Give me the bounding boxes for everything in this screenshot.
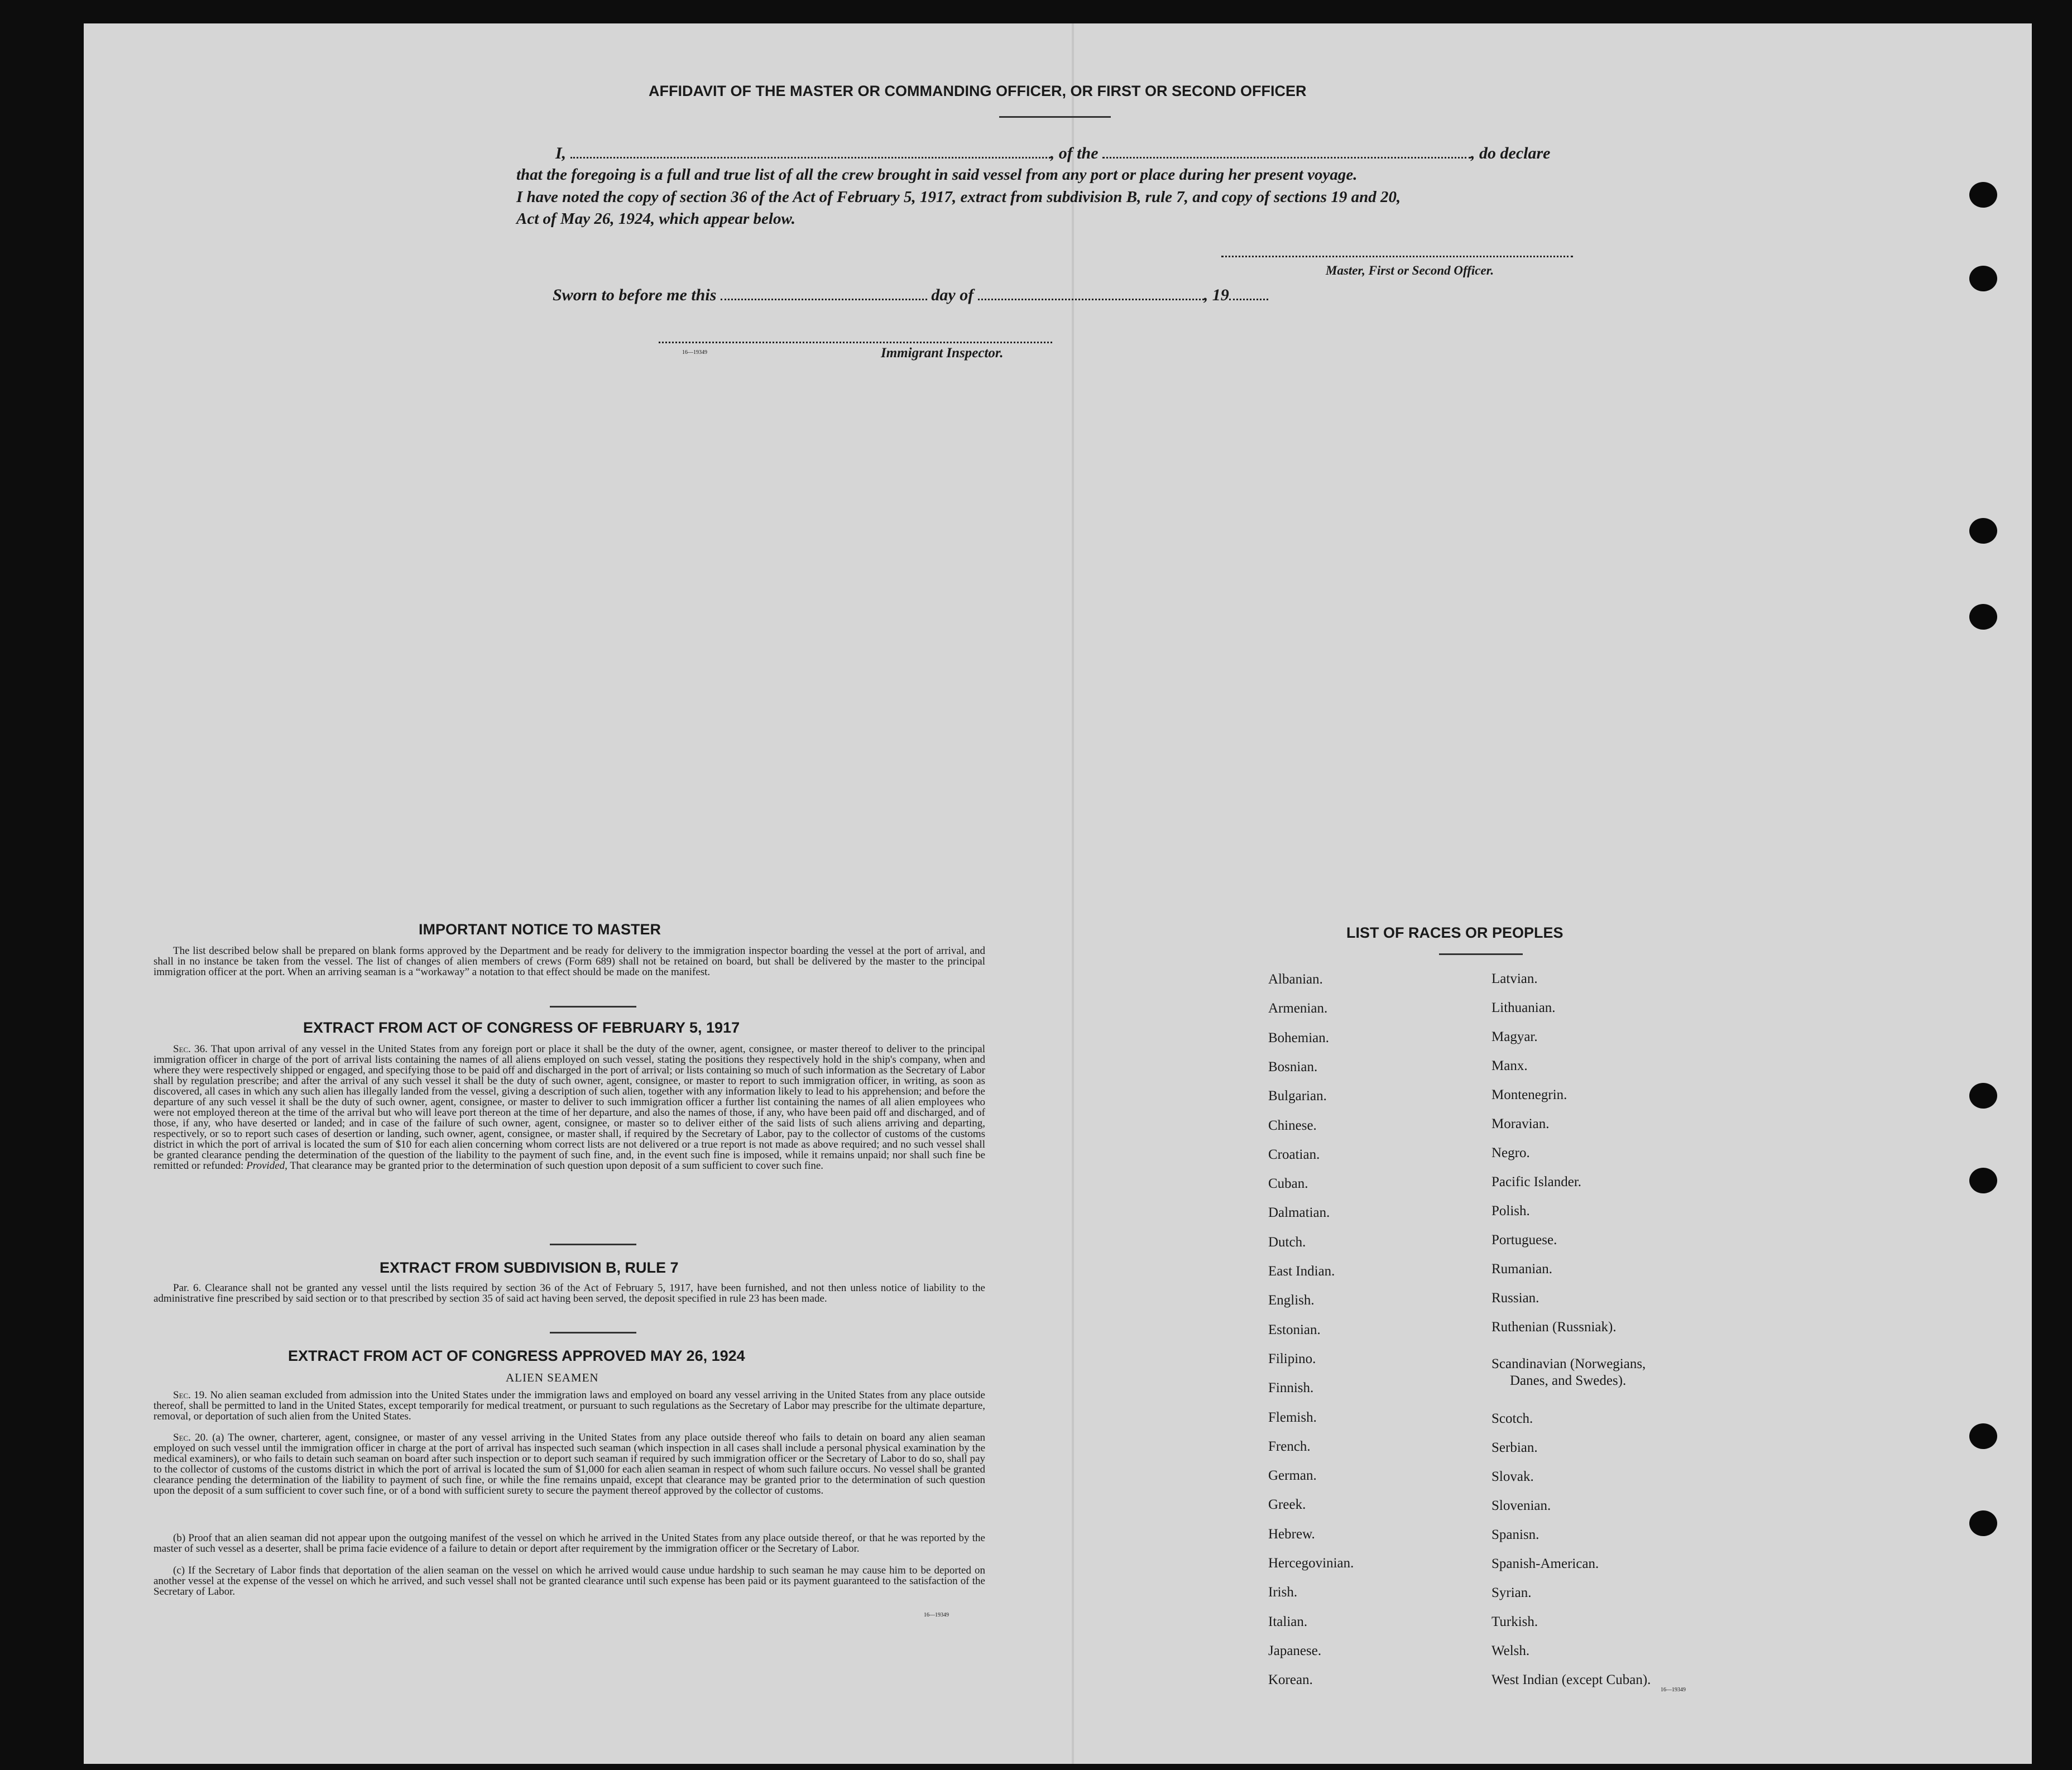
race-item: Japanese. bbox=[1268, 1643, 1322, 1658]
race-item: Rumanian. bbox=[1491, 1261, 1553, 1277]
race-item: Cuban. bbox=[1268, 1176, 1308, 1192]
section-19 bbox=[154, 1390, 985, 1422]
race-item: Hercegovinian. bbox=[1268, 1556, 1354, 1571]
signature-line[interactable] bbox=[1221, 256, 1573, 257]
affidavit-line3: I have noted the copy of section 36 of the Act of February 5, 1917, extract from subdivision B, rule 7, and copy of sections 19 and 20, bbox=[516, 188, 1401, 206]
vessel-name-field[interactable] bbox=[1102, 156, 1471, 159]
sworn-line bbox=[553, 286, 1268, 305]
alien-seamen-subtitle: ALIEN SEAMEN bbox=[506, 1371, 599, 1384]
race-item: Syrian. bbox=[1491, 1585, 1532, 1600]
race-item: Danes, and Swedes). bbox=[1510, 1373, 1627, 1388]
race-item: Portuguese. bbox=[1491, 1232, 1557, 1248]
extract-rule7-title: EXTRACT FROM SUBDIVISION B, RULE 7 bbox=[380, 1259, 679, 1276]
race-item: French. bbox=[1268, 1438, 1311, 1454]
race-item: Turkish. bbox=[1491, 1614, 1538, 1629]
race-item: Pacific Islander. bbox=[1491, 1174, 1582, 1189]
notice-title: IMPORTANT NOTICE TO MASTER bbox=[419, 921, 661, 938]
sworn-label: Sworn to before me this bbox=[553, 286, 717, 304]
form-number: 16—19349 bbox=[1661, 1687, 1686, 1693]
punch-hole bbox=[1969, 1510, 1997, 1536]
divider bbox=[550, 1332, 636, 1334]
proviso-text: That clearance may be granted prior to the determination of such question upon deposit of a sum sufficient to cover such fine. bbox=[290, 1160, 823, 1172]
race-item: Welsh. bbox=[1491, 1643, 1530, 1658]
race-item: Korean. bbox=[1268, 1672, 1313, 1688]
race-item: Polish. bbox=[1491, 1203, 1530, 1219]
race-item: Dalmatian. bbox=[1268, 1205, 1330, 1221]
sworn-day-field[interactable] bbox=[721, 298, 927, 300]
day-of-label: day of bbox=[931, 286, 974, 304]
extract-rule7-body: Par. 6. Clearance shall not be granted any vessel until the lists required by section 36 of the Act of February 5, 1917, have been furnished, and not then unless notice of liability to the administrative fine prescribed by said section or to that prescribed by section 35 of said act having been served, the deposit specified in rule 23 has been made. bbox=[154, 1282, 985, 1304]
race-item: Dutch. bbox=[1268, 1234, 1306, 1250]
center-fold bbox=[1072, 23, 1074, 1764]
section-36-text: That upon arrival of any vessel in the United States from any foreign port or place it shall be the duty of the owner, agent, consignee, or master thereof to deliver to the principal immigration officer in charge of the port of arrival lists containing the names of all aliens employed on such vessel, stating the positions they respectively hold in the ship's company, when and where they were respectively shipped or engaged, and specifying those to be paid off and discharged in the port of arrival; or lists containing so much of such information as the Secretary of Labor shall by regulation prescribe; and after the arrival of any such vessel it shall be the duty of such owner, agent, consignee, or master to report to such immigration officer, in writing, as soon as discovered, all cases in which any such alien has illegally landed from the vessel, giving a description of such alien, together with any information likely to lead to his apprehension; and before the departure of any such vessel it shall be the duty of such owner, agent, consignee, or master to deliver to such immigration officer a further list containing the names of all alien employees who were not employed thereon at the time of the arrival but who will leave port thereon at the time of her departure, and also the names of those, if any, who have been paid off and discharged, and of those, if any, who have deserted or landed; and in case of the failure of such owner, agent, consignee, or master so to deliver either of the said lists of such aliens arriving and departing, respectively, or so to report such cases of desertion or landing, such owner, agent, consignee, or master shall, if required by the Secretary of Labor, pay to the collector of customs of the customs district in which the port of arrival is located the sum of $10 for each alien concerning whom correct lists are not delivered or a true report is not made as above required; and no such vessel shall be granted clearance pending the determination of the question of the liability to the payment of such fine, and, in the event such fine is imposed, while it remains unpaid; nor shall such fine be remitted or refunded: bbox=[154, 1043, 985, 1172]
race-item: Latvian. bbox=[1491, 971, 1538, 986]
punch-hole bbox=[1969, 1423, 1997, 1449]
race-item: Greek. bbox=[1268, 1497, 1306, 1513]
section-20a-text: (a) The owner, charterer, agent, consignee, or master of any vessel arriving in the United States from any place outside thereof who fails to detain on board any alien seaman employed on such vessel until the immigration officer in charge at the port of arrival has inspected such seaman (which inspection in all cases shall include a personal physical examination by the medical examiners), or who fails to detain such seaman on board after such inspection or to deport such seaman if required by such immigration officer or the Secretary of Labor to do so, shall pay to the collector of customs of the customs district in which the port of arrival is located the sum of $1,000 for each alien seaman in respect of whom such failure occurs. No vessel shall be granted clearance pending the determination of the liability to payment of such fine, or while the fine remains unpaid, except that clearance may be granted prior to the determination of such question upon the deposit of a sum sufficient to cover such fine, or of a bond with sufficient surety to secure the payment thereof approved by the collector of customs. bbox=[154, 1432, 985, 1496]
inspector-signature-line[interactable] bbox=[659, 342, 1052, 343]
race-item: Bosnian. bbox=[1268, 1059, 1318, 1075]
section-20b: (b) Proof that an alien seaman did not appear upon the outgoing manifest of the vessel on which he arrived in the United States from any place outside thereof, or that he was reported by the master of such vessel as a deserter, shall be prima facie evidence of a failure to detain or deport after requirement by the immigration officer or the Secretary of Labor. bbox=[154, 1532, 985, 1555]
notice-body: The list described below shall be prepared on blank forms approved by the Department and be ready for delivery to the immigration inspector boarding the vessel at the port of arrival, and shall in no instance be taken from the vessel. The list of changes of alien members of crews (Form 689) shall not be retained on board, but shall be delivered by the master to the principal immigration officer at the port. When an arriving seaman is a “workaway” a notation to that effect should be made on the manifest. bbox=[154, 945, 985, 978]
year-label: , 19 bbox=[1203, 286, 1229, 304]
race-item: Manx. bbox=[1491, 1058, 1528, 1073]
race-item: Moravian. bbox=[1491, 1116, 1550, 1131]
race-item: Ruthenian (Russniak). bbox=[1491, 1320, 1617, 1335]
inspector-label: Immigrant Inspector. bbox=[881, 346, 1004, 361]
punch-hole bbox=[1969, 182, 1997, 208]
affidavit-title: AFFIDAVIT OF THE MASTER OR COMMANDING OFFICER, OR FIRST OR SECOND OFFICER bbox=[649, 83, 1307, 99]
affidavit-line1 bbox=[555, 144, 1550, 163]
punch-hole bbox=[1969, 1083, 1997, 1109]
races-title-underline bbox=[1439, 953, 1523, 955]
sworn-month-field[interactable] bbox=[978, 298, 1204, 300]
section-label: Sec. 20. bbox=[173, 1432, 208, 1443]
race-item: Montenegrin. bbox=[1491, 1087, 1567, 1102]
declarant-label: I, bbox=[555, 144, 567, 162]
form-sheet bbox=[84, 23, 2032, 1764]
race-item: Spanish-American. bbox=[1491, 1556, 1599, 1571]
form-number: 16—19349 bbox=[924, 1612, 949, 1618]
race-item: Estonian. bbox=[1268, 1322, 1321, 1337]
declarant-name-field[interactable] bbox=[570, 156, 1051, 159]
race-item: Italian. bbox=[1268, 1614, 1308, 1629]
title-underline bbox=[999, 116, 1111, 118]
race-item: Slovak. bbox=[1491, 1469, 1534, 1484]
race-item: Chinese. bbox=[1268, 1117, 1317, 1133]
race-item: Finnish. bbox=[1268, 1380, 1314, 1396]
divider bbox=[550, 1244, 636, 1245]
signature-label: Master, First or Second Officer. bbox=[1326, 263, 1494, 277]
affidavit-line2: that the foregoing is a full and true list of all the crew brought in said vessel from any port or place during her present voyage. bbox=[516, 166, 1358, 184]
do-declare-label: , do declare bbox=[1471, 144, 1551, 162]
race-item: Bohemian. bbox=[1268, 1030, 1330, 1045]
race-item: Lithuanian. bbox=[1491, 1000, 1556, 1015]
race-item: Filipino. bbox=[1268, 1351, 1316, 1366]
divider bbox=[550, 1006, 636, 1008]
section-label: Sec. 36. bbox=[173, 1043, 208, 1055]
section-20c: (c) If the Secretary of Labor finds that deportation of the alien seaman on the vessel on which he arrived would cause undue hardship to such seaman he may cause him to be deported on another vessel at the expense of the vessel on which he arrived, and such vessel shall not be granted clearance until such expense has been paid or its payment guaranteed to the satisfaction of the Secretary of Labor. bbox=[154, 1565, 985, 1598]
section-label: Sec. 19. bbox=[173, 1389, 208, 1401]
race-item: East Indian. bbox=[1268, 1264, 1335, 1279]
punch-hole bbox=[1969, 1168, 1997, 1193]
section-19-text: No alien seaman excluded from admission into the United States under the immigration laws and employed on board any vessel arriving in the United States from any place outside thereof, shall be permitted to land in the United States, except temporarily for medical treatment, or pursuant to such regulations as the Secretary of Labor may prescribe for the ultimate departure, removal, or deportation of such alien from the United States. bbox=[154, 1389, 985, 1422]
race-item: Spanisn. bbox=[1491, 1527, 1539, 1542]
race-item: Bulgarian. bbox=[1268, 1088, 1327, 1104]
race-item: Serbian. bbox=[1491, 1440, 1538, 1455]
race-item: Slovenian. bbox=[1491, 1498, 1551, 1513]
race-item: Scandinavian (Norwegians, bbox=[1491, 1356, 1646, 1371]
punch-hole bbox=[1969, 266, 1997, 291]
race-item: English. bbox=[1268, 1293, 1315, 1308]
race-item: Negro. bbox=[1491, 1145, 1530, 1160]
of-the-label: , of the bbox=[1050, 144, 1099, 162]
race-item: Croatian. bbox=[1268, 1147, 1320, 1162]
race-item: Flemish. bbox=[1268, 1409, 1317, 1425]
race-item: Scotch. bbox=[1491, 1411, 1533, 1426]
proviso-word: Provided, bbox=[246, 1160, 287, 1172]
affidavit-line4: Act of May 26, 1924, which appear below. bbox=[516, 210, 795, 228]
race-item: Albanian. bbox=[1268, 972, 1323, 987]
race-item: Russian. bbox=[1491, 1291, 1539, 1306]
extract-1917-body bbox=[154, 1044, 985, 1171]
race-item: Armenian. bbox=[1268, 1001, 1328, 1016]
race-item: West Indian (except Cuban). bbox=[1491, 1672, 1651, 1687]
race-item: Hebrew. bbox=[1268, 1526, 1315, 1542]
race-item: Irish. bbox=[1268, 1585, 1298, 1600]
extract-1924-title: EXTRACT FROM ACT OF CONGRESS APPROVED MAY 26, 1924 bbox=[288, 1347, 745, 1364]
form-number: 16—19349 bbox=[682, 349, 707, 356]
races-title: LIST OF RACES OR PEOPLES bbox=[1346, 924, 1563, 941]
race-item: German. bbox=[1268, 1468, 1317, 1484]
punch-hole bbox=[1969, 518, 1997, 544]
punch-hole bbox=[1969, 604, 1997, 630]
section-20a bbox=[154, 1432, 985, 1496]
sworn-year-field[interactable] bbox=[1229, 298, 1268, 300]
extract-1917-title: EXTRACT FROM ACT OF CONGRESS OF FEBRUARY 5, 1917 bbox=[303, 1019, 740, 1036]
race-item: Magyar. bbox=[1491, 1029, 1538, 1044]
